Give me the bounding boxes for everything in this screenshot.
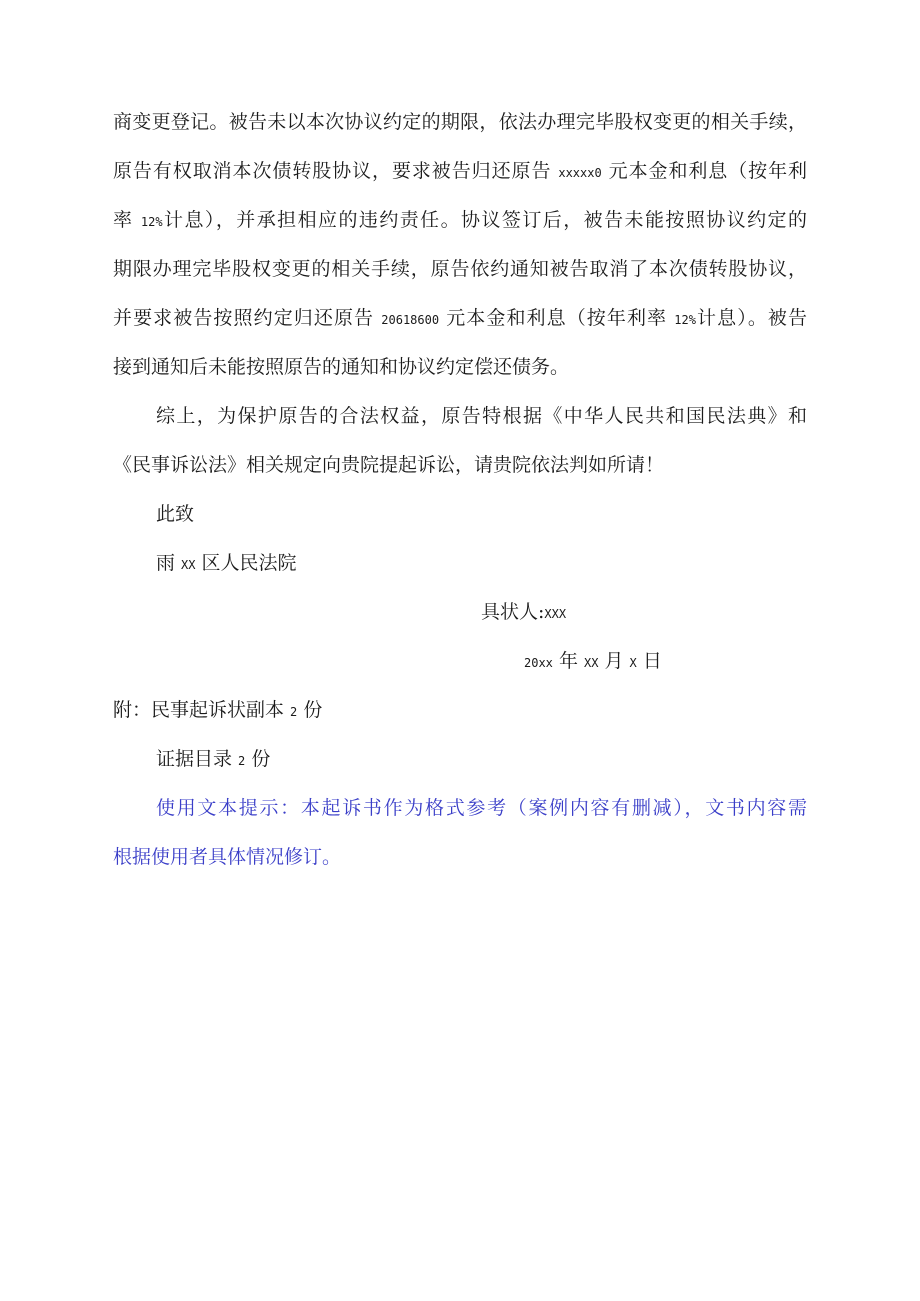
text-segment: 计息）。被告 — [695, 307, 807, 329]
attachment-line — [113, 686, 807, 735]
document-body — [113, 98, 807, 882]
text-segment: 份 — [245, 748, 271, 770]
interest-rate: 12% — [674, 313, 696, 327]
signer — [113, 588, 807, 637]
text-segment: 附：民事起诉状副本 — [113, 699, 291, 721]
paragraph-1-line-2 — [113, 147, 807, 196]
paragraph-1-line-6: 接到通知后未能按照原告的通知和协议约定偿还债务。 — [113, 356, 570, 378]
text-segment: 率 — [113, 209, 141, 231]
paragraph-1-line-4: 期限办理完毕股权变更的相关手续，原告依约通知被告取消了本次债转股协议， — [113, 258, 807, 280]
text-segment: 并要求被告按照约定归还原告 — [113, 307, 382, 329]
court-placeholder: XX — [181, 558, 196, 572]
salutation: 此致 — [156, 503, 195, 525]
usage-hint-line-2: 根据使用者具体情况修订。 — [113, 846, 342, 868]
date-day-unit: 日 — [636, 650, 662, 672]
text-segment: 元本金和利息（按年利率 — [439, 307, 675, 329]
interest-rate: 12% — [140, 215, 163, 229]
text-segment: 区人民法院 — [195, 552, 297, 574]
paragraph-1-line-1: 商变更登记。被告未以本次协议约定的期限，依法办理完毕股权变更的相关手续， — [113, 111, 807, 133]
text-segment: 计息），并承担相应的违约责任。协议签订后，被告未能按照协议约定的 — [162, 209, 807, 231]
date-day: X — [629, 656, 637, 670]
evidence-count: 2 — [238, 754, 246, 768]
text-segment: 元本金和利息（按年利 — [601, 160, 807, 182]
paragraph-1-line-3 — [113, 196, 807, 245]
text-segment: 证据目录 — [156, 748, 239, 770]
paragraph-2-line-2: 《民事诉讼法》相关规定向贵院提起诉讼，请贵院依法判如所请！ — [113, 454, 665, 476]
signer-name: XXX — [544, 607, 567, 621]
date-month-unit: 月 — [598, 650, 630, 672]
evidence-line — [113, 735, 807, 784]
text-segment: 原告有权取消本次债转股协议，要求被告归还原告 — [113, 160, 559, 182]
date-month: XX — [584, 656, 599, 670]
usage-hint-line-1: 使用文本提示：本起诉书作为格式参考（案例内容有删减），文书内容需 — [156, 797, 807, 819]
court-name — [113, 539, 807, 588]
principal-amount-placeholder: xxxxx0 — [558, 166, 602, 180]
text-segment: 份 — [297, 699, 323, 721]
text-segment: 雨 — [156, 552, 182, 574]
principal-amount: 20618600 — [381, 313, 440, 327]
date-year: 20xx — [524, 656, 553, 670]
signature-date — [113, 637, 807, 686]
attachment-count: 2 — [290, 705, 298, 719]
signer-label: 具状人: — [481, 601, 545, 623]
paragraph-2-line-1: 综上，为保护原告的合法权益，原告特根据《中华人民共和国民法典》和 — [156, 405, 807, 427]
date-year-unit: 年 — [552, 650, 584, 672]
paragraph-1-line-5 — [113, 294, 807, 343]
